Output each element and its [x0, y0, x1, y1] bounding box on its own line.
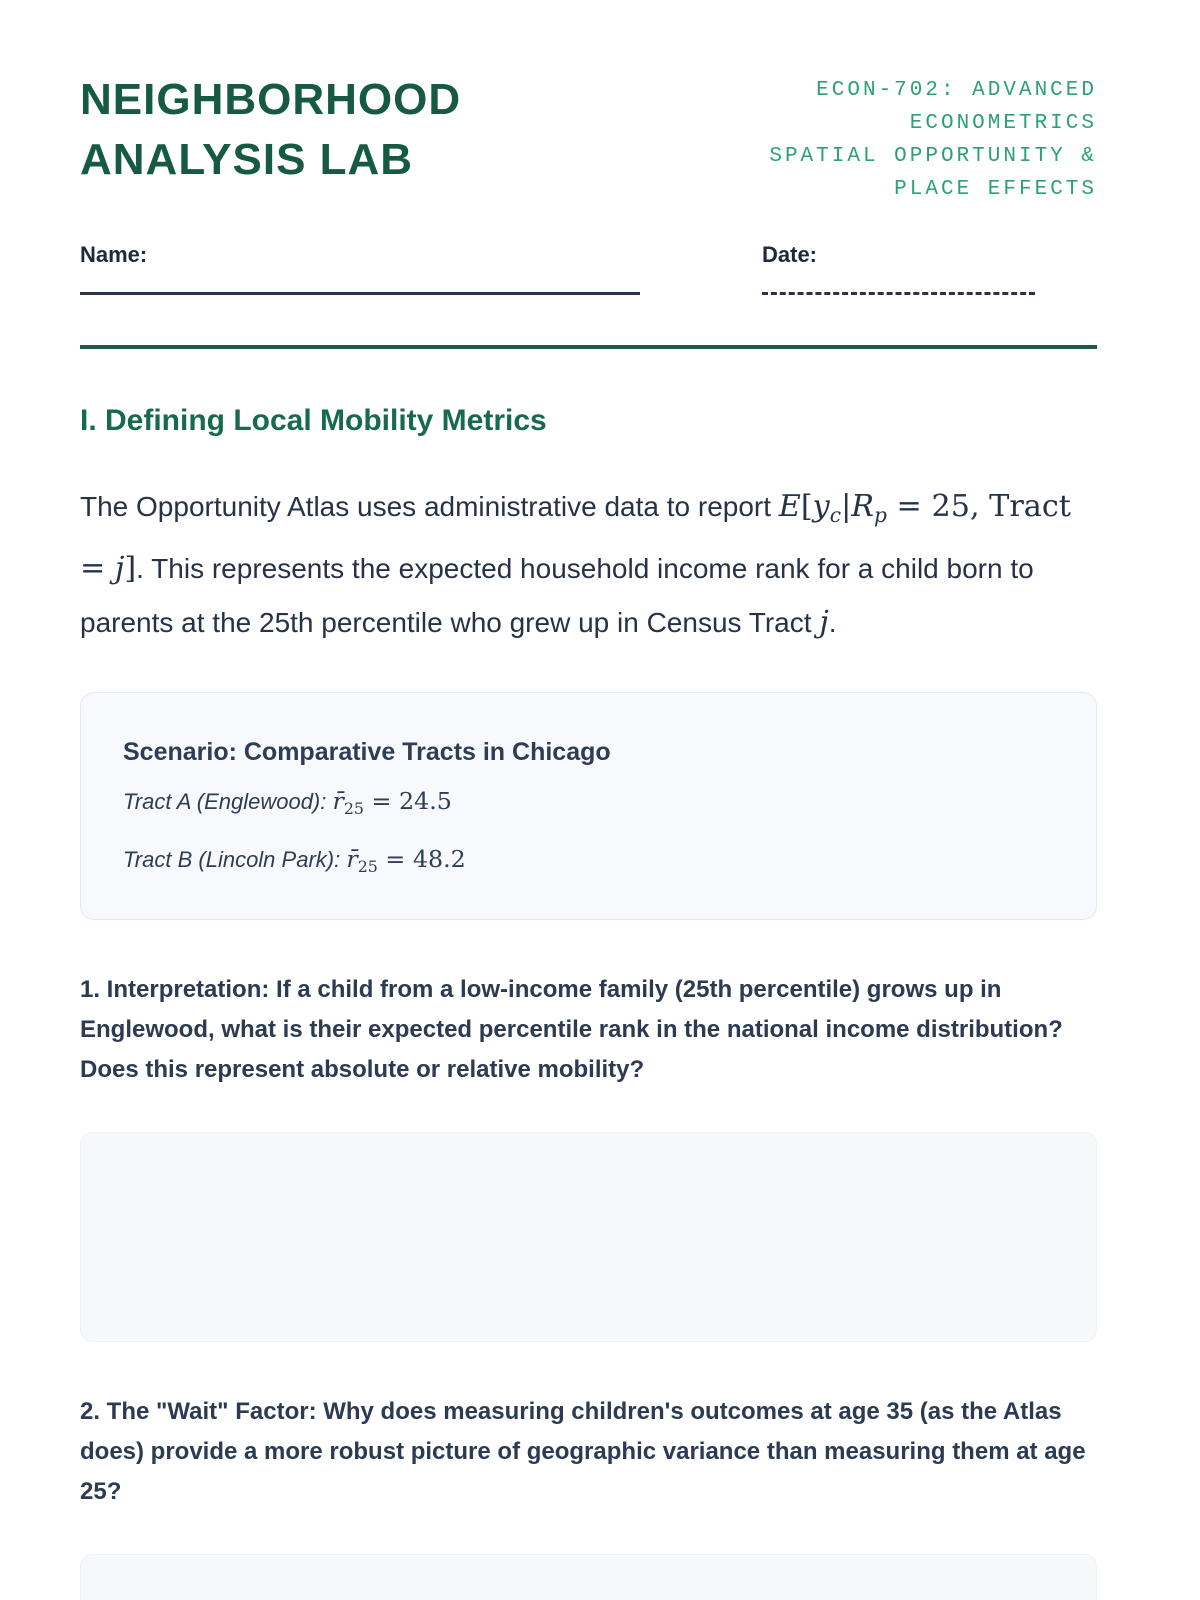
answer-box-1[interactable]: [80, 1132, 1097, 1342]
name-field: [80, 242, 640, 295]
answer-box-2[interactable]: [80, 1554, 1097, 1600]
question-1: 1. Interpretation: If a child from a low-income family (25th percentile) grows up in Englewood, what is their expected percentile rank in the national income distribution? Does this represent absolute or relative mobility?: [80, 975, 1063, 1083]
course-line: ECON-702: ADVANCED: [816, 79, 1097, 102]
course-line: PLACE EFFECTS: [894, 178, 1097, 201]
title-line-2: ANALYSIS LAB: [80, 135, 414, 184]
tract-b-line: Tract B (Lincoln Park): $r̄_{25} = 48.2$: [123, 844, 466, 876]
name-label: Name:: [80, 242, 148, 267]
date-field: [762, 242, 1035, 295]
scenario-title: Scenario: Comparative Tracts in Chicago: [123, 738, 611, 767]
intro-paragraph: The Opportunity Atlas uses administrative data to report $E[y_c|R_p = 25$, Tract = j]. This represents the expected household income rank for a child born to parents at the 25th percentile who grew up in Census Tract j.: [80, 489, 1071, 641]
name-input-line[interactable]: [80, 292, 640, 295]
page-title: [80, 70, 461, 190]
section-heading: I. Defining Local Mobility Metrics: [80, 404, 547, 437]
scenario-box: [80, 692, 1097, 920]
course-line: ECONOMETRICS: [909, 112, 1097, 135]
section-1: [80, 404, 1097, 1600]
date-input-line[interactable]: [762, 292, 1035, 295]
course-info: [769, 74, 1097, 206]
course-line: SPATIAL OPPORTUNITY &: [769, 145, 1097, 168]
name-date-row: [80, 242, 1097, 295]
header: [80, 0, 1097, 206]
tract-a-line: Tract A (Englewood): $r̄_{25} = 24.5$: [123, 787, 452, 818]
title-line-1: NEIGHBORHOOD: [80, 75, 462, 124]
date-label: Date:: [762, 242, 818, 267]
divider-rule: [80, 345, 1097, 349]
question-2: 2. The "Wait" Factor: Why does measuring children's outcomes at age 35 (as the Atlas does) provide a more robust picture of geographic variance than measuring them at age 25?: [80, 1397, 1086, 1505]
